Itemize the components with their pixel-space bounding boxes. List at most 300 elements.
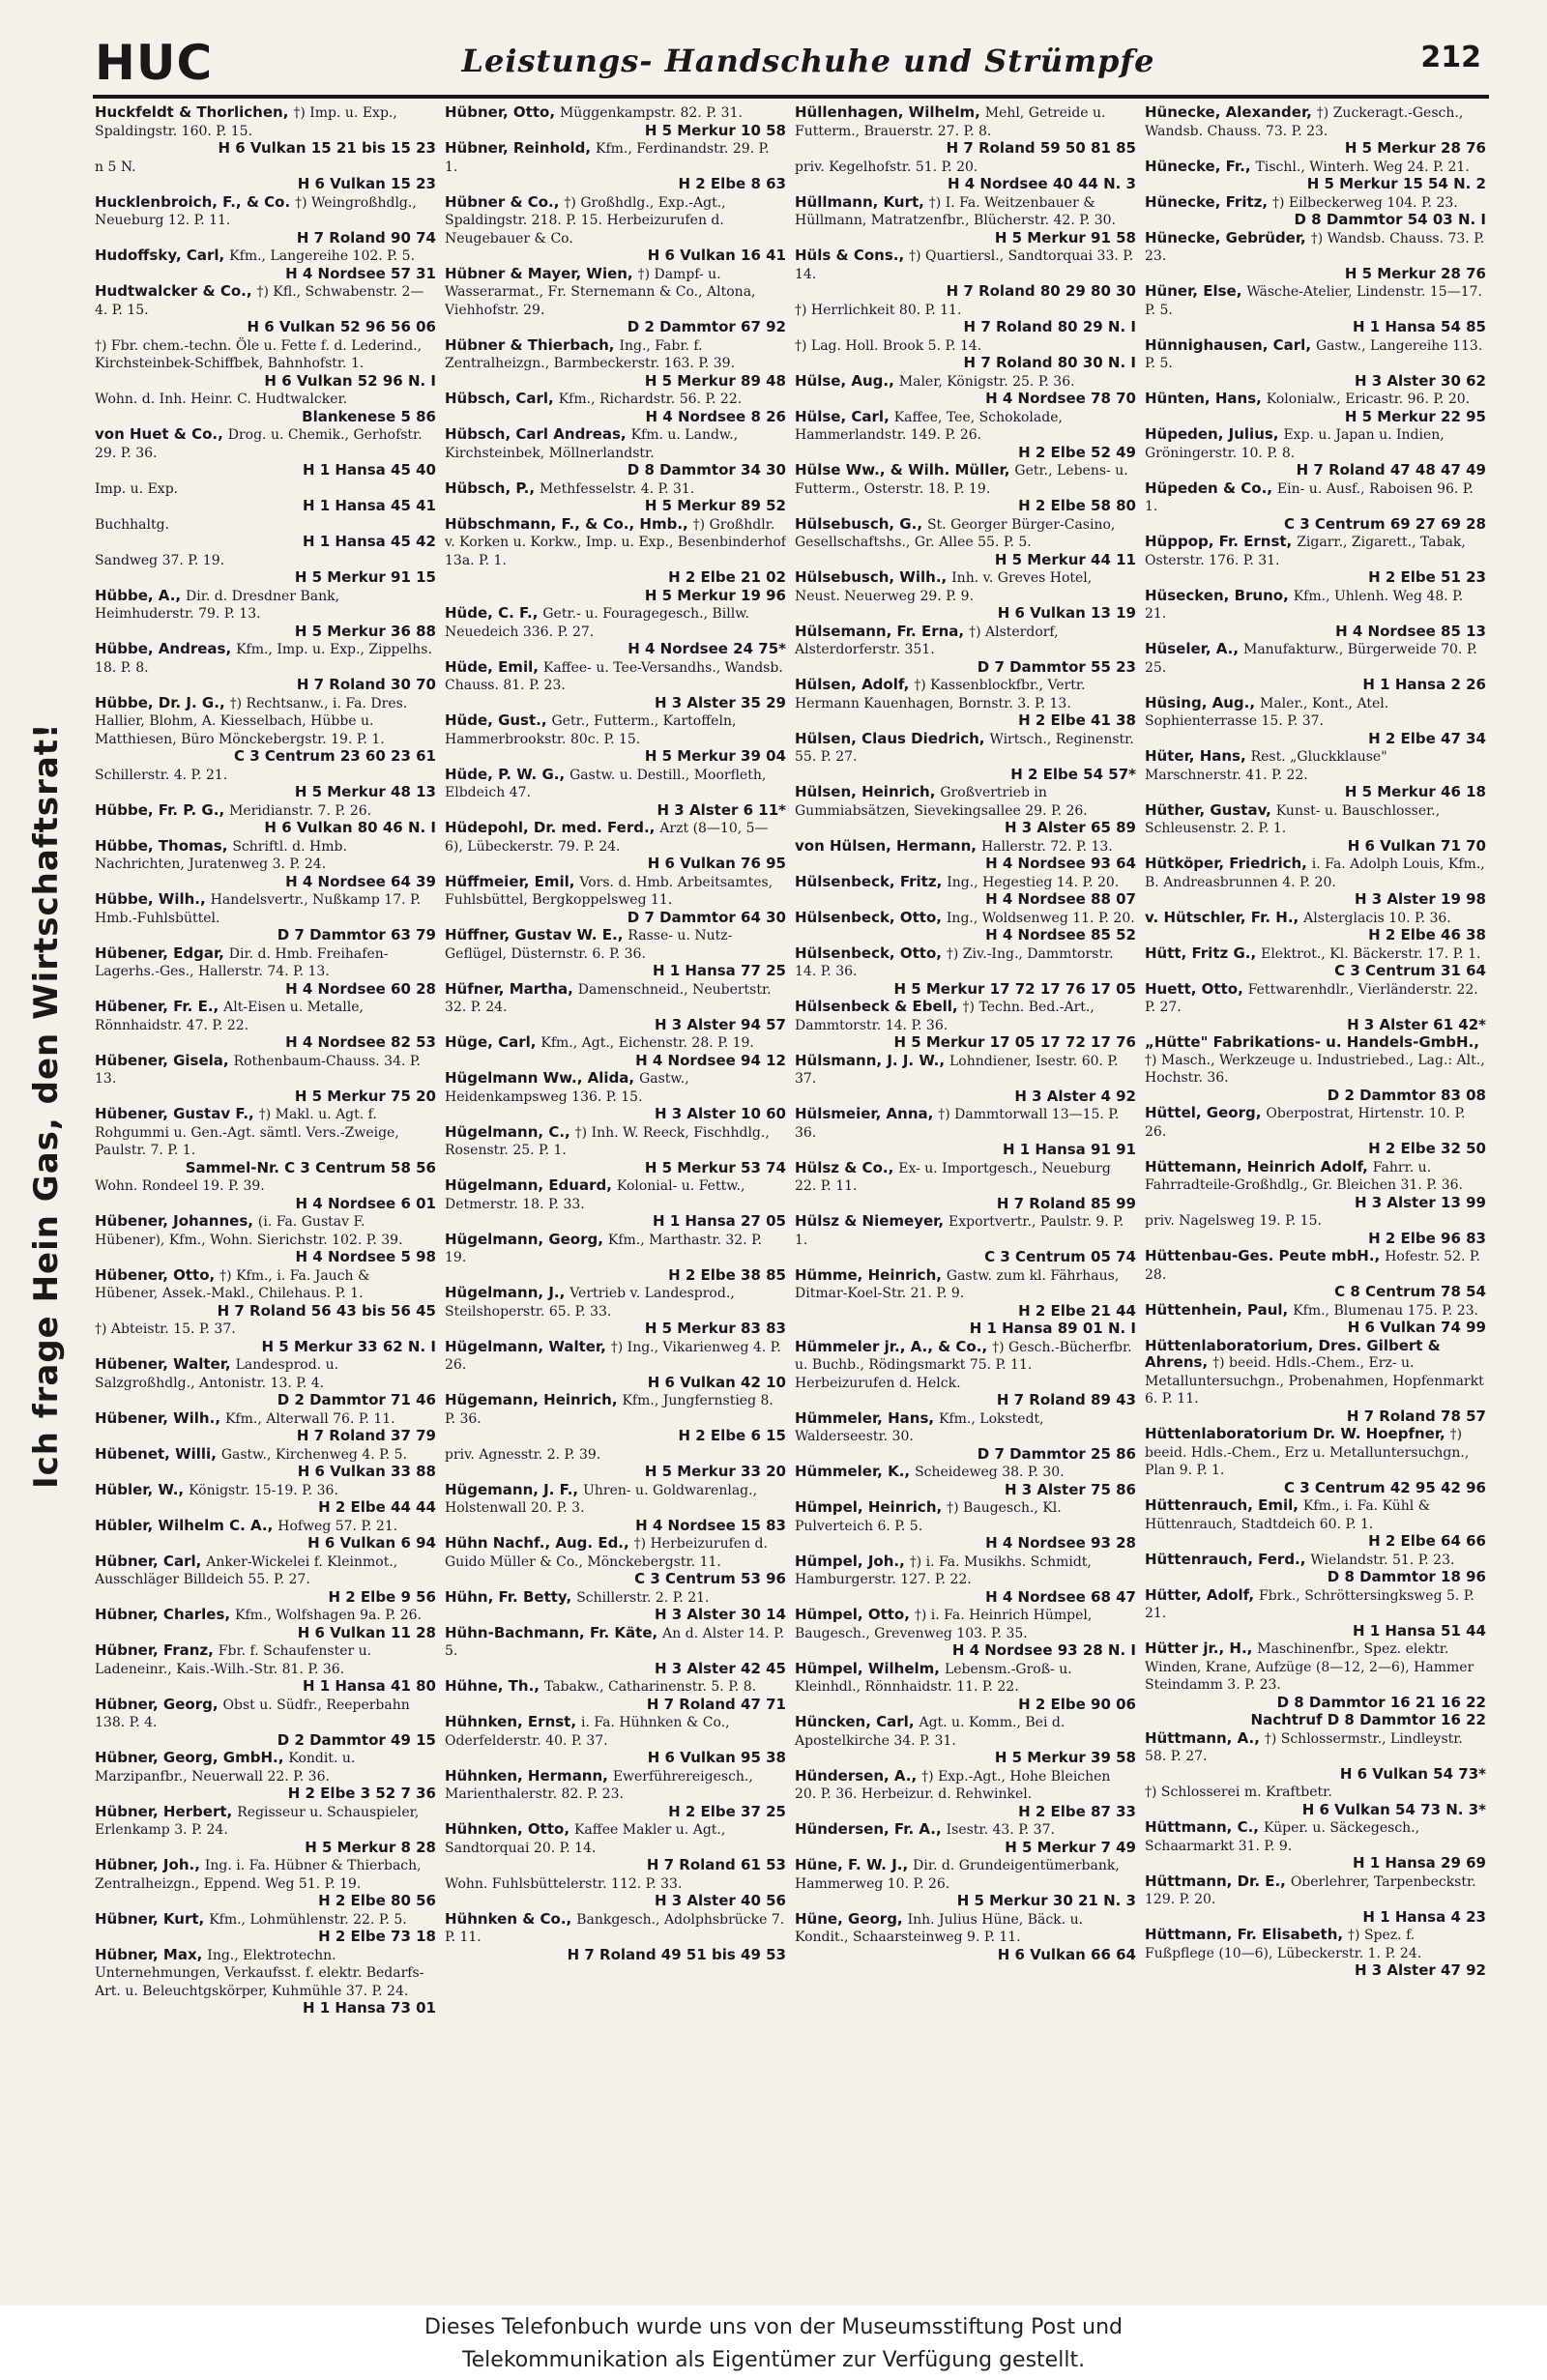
entry-details: †) Quartiersl., Sandtorquai 33. P. 14. [795, 248, 1134, 282]
entry-phone: D 7 Dammtor 63 79 [277, 926, 436, 943]
entry-phone: H 1 Hansa 2 26 [1362, 676, 1486, 693]
entry-details: †) Schlossermstr., Lindleystr. 58. P. 27. [1145, 1730, 1463, 1764]
listing-entry [95, 1177, 436, 1212]
entry-details: Gastw., Kirchenweg 4. P. 5. [220, 1446, 407, 1463]
entry-details: Kunst- u. Bauschlosser., Schleusenstr. 2. P. 1. [1145, 802, 1441, 836]
entry-details: †) Techn. Bed.-Art., Dammtorstr. 14. P. 36. [795, 1000, 1095, 1033]
entry-name: Hübner, Kurt, [95, 1909, 205, 1928]
entry-details: Ing., Fabr. f. Zentralheizgn., Barmbeckerstr. 163. P. 39. [445, 337, 736, 371]
listing-entry [1145, 1552, 1486, 1586]
listing-entry [445, 1589, 786, 1624]
entry-phone: H 1 Hansa 54 85 [1352, 318, 1486, 335]
listing-entry [795, 194, 1136, 247]
entry-name: Hüttmann, Fr. Elisabeth, [1145, 1926, 1344, 1943]
entry-name: Hümpel, Heinrich, [795, 1498, 943, 1516]
listing-entry [445, 1768, 786, 1821]
entry-phone: D 7 Dammtor 25 86 [977, 1444, 1136, 1463]
entry-phone: H 7 Roland 59 50 81 85 [946, 139, 1136, 157]
listing-entry [445, 140, 786, 193]
entry-name: Hübner, Max, [95, 1945, 203, 1963]
entry-phone: H 7 Roland 49 51 bis 49 53 [567, 1945, 786, 1963]
listing-entry [1145, 337, 1486, 391]
entry-name: Hüttel, Georg, [1145, 1104, 1262, 1121]
listing-entry [95, 1518, 436, 1553]
entry-details: priv. Kegelhofstr. 51. P. 20. [795, 159, 978, 175]
listing-entry [95, 588, 436, 641]
entry-details: Müggenkampstr. 82. P. 31. [559, 105, 743, 121]
listing-entry [95, 1410, 436, 1445]
listing-entry [445, 337, 786, 391]
listing-entry [795, 1499, 1136, 1553]
entry-details: Kfm., Imp. u. Exp., Zippelhs. 18. P. 8. [95, 642, 432, 676]
listing-entry [95, 480, 436, 515]
entry-phone: H 5 Merkur 28 76 [1344, 264, 1486, 282]
listing-entry [95, 1482, 436, 1517]
entry-details: Regisseur u. Schauspieler, Erlenkamp 3. P. 24. [95, 1804, 420, 1838]
entry-details: Manufakturw., Bürgerweide 70. P. 25. [1145, 642, 1477, 676]
entry-name: Hühnken, Otto, [445, 1820, 570, 1838]
entry-details: Rasse- u. Nutz-Geflügel, Düsternstr. 6. P. 36. [445, 928, 733, 962]
entry-details: †) beeid. Hdls.-Chem., Erz- u. Metalluntersuchgn., Probenahmen, Hopfenmarkt 6. P. 11. [1145, 1355, 1484, 1407]
listing-entry [1145, 391, 1486, 425]
entry-phone: H 1 Hansa 45 40 [302, 461, 436, 479]
entry-name: Hübsch, Carl Andreas, [445, 425, 627, 443]
listing-entry [95, 1947, 436, 2017]
entry-phone: H 1 Hansa 51 44 [1352, 1621, 1486, 1640]
entry-details: Dir. d. Hmb. Freihafen-Lagerhs.-Ges., Hallerstr. 74. P. 13. [95, 945, 389, 979]
entry-name: Hübner, Reinhold, [445, 139, 592, 157]
entry-details: †) Herbeizurufen d. Guido Müller & Co., Mönckebergstr. 11. [445, 1536, 768, 1570]
entry-name: Hündersen, Fr. A., [795, 1820, 942, 1838]
entry-details: Gastw., Heidenkampsweg 136. P. 15. [445, 1071, 689, 1105]
entry-details: Getr., Lebens- u. Futterm., Osterstr. 18. P. 19. [795, 463, 1128, 497]
entry-details: Fbrk., Schröttersingksweg 5. P. 21. [1145, 1587, 1474, 1621]
entry-details: i. Fa. Hühnken & Co., Oderfelderstr. 40. P. 37. [445, 1715, 730, 1749]
entry-phone: H 7 Roland 47 71 [646, 1695, 786, 1713]
listing-entry [95, 767, 436, 801]
entry-details: †) Spez. f. Fußpflege (10—6), Lübeckerstr. 1. P. 24. [1145, 1928, 1422, 1961]
listing-entry [1145, 945, 1486, 980]
entry-phone: H 6 Vulkan 54 73* [1339, 1764, 1486, 1783]
entry-details: Kaffee, Tee, Schokolade, Hammerlandstr. 149. P. 26. [795, 409, 1063, 443]
entry-phone: H 7 Roland 78 57 [1346, 1407, 1486, 1425]
entry-name: Hüttenrauch, Ferd., [1145, 1550, 1306, 1568]
entry-details: Kfm., Alterwall 76. P. 11. [224, 1410, 395, 1427]
entry-details: An d. Alster 14. P. 5. [445, 1625, 785, 1659]
entry-details: Kolonial- u. Fettw., Detmerstr. 18. P. 33. [445, 1178, 745, 1212]
entry-phone: H 2 Elbe 90 06 [1018, 1695, 1136, 1713]
entry-name: Hügelmann, C., [445, 1122, 570, 1141]
column-4 [1145, 104, 1486, 2301]
entry-phone: H 6 Vulkan 11 28 [297, 1623, 436, 1641]
entry-name: Hüllmann, Kurt, [795, 192, 924, 211]
entry-details: Lohndiener, Isestr. 60. P. 37. [795, 1053, 1119, 1087]
entry-name: Hümmeler, Hans, [795, 1408, 935, 1427]
entry-phone: H 6 Vulkan 54 73 N. 3* [1301, 1800, 1486, 1818]
entry-details: †) i. Fa. Heinrich Hümpel, Baugesch., Grevenweg 103. P. 35. [795, 1608, 1093, 1641]
entry-phone: H 3 Alster 13 99 [1354, 1193, 1486, 1211]
page-number: 212 [1420, 41, 1481, 74]
entry-name: Hüne, F. W. J., [795, 1856, 909, 1873]
entry-name: Hütter, Adolf, [1145, 1585, 1255, 1604]
entry-name: Hudtwalcker & Co., [95, 282, 252, 300]
entry-details: Kfm. u. Landw., Kirchsteinbek, Möllnerlandstr. [445, 427, 739, 461]
entry-phone: H 2 Elbe 80 56 [318, 1892, 436, 1909]
listing-entry [445, 588, 786, 605]
listing-entry [1145, 641, 1486, 694]
listing-entry [95, 1267, 436, 1321]
entry-details: Gastw. zum kl. Fährhaus, Ditmar-Koel-Str. 21. P. 9. [795, 1267, 1120, 1301]
entry-name: Huett, Otto, [1145, 979, 1243, 998]
entry-phone: H 2 Elbe 3 52 7 36 [287, 1785, 436, 1802]
entry-name: Hümpel, Wilhelm, [795, 1659, 940, 1677]
entry-details: Exportvertr., Paulstr. 9. P. 1. [795, 1214, 1124, 1248]
entry-name: Hülsmeier, Anna, [795, 1105, 934, 1122]
entry-name: Hümmeler jr., A., & Co., [795, 1337, 988, 1355]
listing-entry [795, 462, 1136, 515]
listing-entry [795, 784, 1136, 837]
entry-name: Hüge, Carl, [445, 1033, 537, 1051]
entry-details: Großvertrieb in Gummiabsätzen, Sievekingsallee 29. P. 26. [795, 785, 1088, 819]
entry-details: Methfesselstr. 4. P. 31. [539, 480, 695, 497]
entry-name: Hübner, Joh., [95, 1856, 200, 1873]
entry-phone: H 2 Elbe 21 02 [668, 568, 786, 586]
entry-phone: H 1 Hansa 73 01 [302, 1999, 436, 2017]
listing-entry [795, 838, 1136, 873]
listing-entry [95, 802, 436, 837]
entry-details: Fbr. f. Schaufenster u. Ladeneinr., Kais.-Wilh.-Str. 81. P. 36. [95, 1643, 372, 1677]
entry-phone: H 4 Nordsee 68 47 [985, 1587, 1136, 1606]
listing-entry [795, 1553, 1136, 1607]
entry-phone: H 4 Nordsee 5 98 [295, 1248, 436, 1265]
listing-entry [445, 712, 786, 766]
entry-phone: H 2 Elbe 54 57* [1010, 765, 1136, 783]
entry-name: Hülsenbeck, Otto, [795, 908, 942, 926]
listing-entry [795, 1821, 1136, 1856]
listing-entry [1145, 283, 1486, 336]
listing-entry [1145, 1784, 1486, 1818]
entry-phone: D 2 Dammtor 83 08 [1327, 1086, 1486, 1104]
entry-name: Hülsenbeck, Otto, [795, 943, 942, 962]
entry-name: Hübener, Fr. E., [95, 998, 219, 1015]
entry-name: Hünten, Hans, [1145, 390, 1262, 407]
entry-details: †) Fbr. chem.-techn. Öle u. Fette f. d. Lederind., Kirchsteinbek-Schiffbek, Bahnhofstr. 1. [95, 337, 423, 371]
entry-phone: H 5 Merkur 91 15 [294, 568, 436, 586]
entry-details: Schillerstr. 2. P. 21. [576, 1589, 710, 1606]
entry-name: Hünecke, Fritz, [1145, 192, 1269, 211]
entry-name: Hüffner, Gustav W. E., [445, 926, 624, 943]
entry-name: Hüttemann, Heinrich Adolf, [1145, 1157, 1368, 1175]
listing-entry [1145, 588, 1486, 641]
entry-name: Hülse, Carl, [795, 407, 890, 425]
listing-entry [1145, 1640, 1486, 1711]
header-rule [93, 95, 1489, 99]
entry-phone: H 6 Vulkan 16 41 [647, 247, 786, 264]
entry-details: Hallerstr. 72. P. 13. [980, 838, 1113, 855]
entry-details: †) Kfm., i. Fa. Jauch & Hübener, Assek.-Makl., Chilehaus. P. 1. [95, 1267, 370, 1301]
entry-name: Hübener, Gustav F., [95, 1105, 254, 1122]
entry-name: Hühne, Th., [445, 1677, 540, 1695]
listing-entry [445, 874, 786, 927]
column-3 [795, 104, 1136, 2301]
entry-name: Hübbe, Fr. P. G., [95, 800, 225, 819]
entry-details: Dir. d. Dresdner Bank, Heimhuderstr. 79. P. 13. [95, 588, 340, 622]
entry-phone: D 8 Dammtor 54 03 N. I [1294, 211, 1486, 228]
entry-details: Kfm., Lohmühlenstr. 22. P. 5. [209, 1911, 407, 1928]
entry-phone: H 6 Vulkan 95 38 [647, 1749, 786, 1766]
entry-details: †) Eilbeckerweg 104. P. 23. [1272, 194, 1458, 211]
entry-details: Inh. v. Greves Hotel, Neust. Neuerweg 29. P. 9. [795, 570, 1093, 604]
entry-details: Getr.- u. Fouragegesch., Billw. Neuedeich 336. P. 27. [445, 606, 749, 640]
entry-phone: H 1 Hansa 41 80 [302, 1677, 436, 1695]
listing-entry [1145, 194, 1486, 229]
entry-name: Hühn Nachf., Aug. Ed., [445, 1534, 629, 1552]
entry-name: Hülsenbeck & Ebell, [795, 998, 958, 1015]
entry-name: Hülse, Aug., [795, 371, 894, 390]
listing-entry [95, 104, 436, 158]
listing-entry [445, 927, 786, 980]
entry-details: Drog. u. Chemik., Gerhofstr. 29. P. 36. [95, 427, 423, 461]
entry-phone: H 2 Elbe 58 80 [1018, 497, 1136, 514]
entry-name: Hülsmann, J. J. W., [795, 1051, 946, 1069]
listing-entry [1145, 1819, 1486, 1872]
entry-name: Hüncken, Carl, [795, 1713, 915, 1730]
entry-name: von Huet & Co., [95, 425, 223, 443]
entry-details: Landesprod. u. Salzgroßhdlg., Antonistr. 13. P. 4. [95, 1357, 339, 1391]
entry-phone: C 3 Centrum 05 74 [984, 1248, 1136, 1265]
entry-phone: H 5 Merkur 28 76 [1344, 139, 1486, 157]
listing-entry [1145, 695, 1486, 748]
entry-phone: H 5 Merkur 36 88 [294, 622, 436, 640]
entry-phone: H 2 Elbe 87 33 [1018, 1802, 1136, 1820]
listing-entry [95, 426, 436, 479]
entry-details: Agt. u. Komm., Bei d. Apostelkirche 34. P. 31. [795, 1715, 1065, 1749]
entry-details: †) Exp.-Agt., Hohe Bleichen 20. P. 36. Herbeizur. d. Rehwinkel. [795, 1768, 1111, 1802]
entry-name: Hülsen, Adolf, [795, 676, 910, 693]
entry-phone: H 5 Merkur 89 52 [644, 497, 786, 514]
entry-name: Hübsch, P., [445, 479, 536, 497]
entry-phone: H 4 Nordsee 6 01 [295, 1194, 436, 1212]
entry-name: Hübener, Otto, [95, 1265, 216, 1284]
entry-details: Getr., Futterm., Kartoffeln, Hammerbrookstr. 80c. P. 15. [445, 713, 737, 747]
entry-name: Hüttenhein, Paul, [1145, 1300, 1289, 1319]
entry-details: i. Fa. Adolph Louis, Kfm., B. Andreasbrunnen 4. P. 20. [1145, 856, 1485, 890]
listing-entry [95, 1106, 436, 1176]
entry-phone: H 4 Nordsee 85 13 [1335, 622, 1486, 640]
entry-phone: H 3 Alster 75 86 [1004, 1480, 1136, 1498]
entry-name: Hüther, Gustav, [1145, 800, 1271, 819]
listing-entry [795, 1410, 1136, 1464]
entry-name: Hüsing, Aug., [1145, 693, 1256, 711]
footer-notice [0, 2306, 1547, 2380]
entry-details: †) Ing., Vikarienweg 4. P. 26. [445, 1339, 781, 1373]
listing-entry [1145, 534, 1486, 587]
entry-phone: D 2 Dammtor 49 15 [277, 1730, 436, 1749]
entry-phone: H 4 Nordsee 85 52 [985, 926, 1136, 943]
listing-entry [795, 1911, 1136, 1964]
listing-entry [95, 1911, 436, 1946]
listing-entry [95, 695, 436, 766]
listing-entry [445, 391, 786, 425]
entry-details: Fahrr. u. Fahrradteile-Großhdlg., Gr. Bleichen 31. P. 36. [1145, 1159, 1463, 1193]
entry-name: Hübsch, Carl, [445, 390, 554, 407]
entry-phone: H 4 Nordsee 93 28 N. I [951, 1641, 1136, 1659]
entry-name: Hüde, P. W. G., [445, 765, 566, 783]
listing-entry [795, 910, 1136, 944]
entry-name: Hügelmann, Georg, [445, 1230, 603, 1248]
entry-details: Imp. u. Exp. [95, 480, 179, 497]
entry-phone: H 3 Alster 94 57 [654, 1015, 786, 1033]
entry-phone: H 5 Merkur 30 21 N. 3 [956, 1892, 1136, 1909]
entry-details: Alt-Eisen u. Metalle, Rönnhaidstr. 47. P. 22. [95, 1000, 364, 1033]
listing-entry [1145, 1927, 1486, 1980]
entry-details: Bankgesch., Adolphsbrücke 7. P. 11. [445, 1911, 785, 1945]
entry-phone: C 3 Centrum 69 27 69 28 [1283, 514, 1486, 533]
entry-name: Hüttenlaboratorium Dr. W. Hoepfner, [1145, 1425, 1445, 1442]
entry-phone: H 7 Roland 80 29 N. I [963, 318, 1136, 335]
listing-entry [1145, 748, 1486, 801]
entry-phone: H 7 Roland 61 53 [646, 1856, 786, 1873]
entry-details: Kolonialw., Ericastr. 96. P. 20. [1266, 392, 1471, 407]
listing-entry [1145, 159, 1486, 193]
listing-entry [95, 1750, 436, 1803]
listing-entry [1145, 1426, 1486, 1496]
entry-phone: H 7 Roland 56 43 bis 56 45 [217, 1301, 436, 1320]
listing-entry [445, 1821, 786, 1874]
listing-entry [445, 1339, 786, 1392]
entry-phone: H 7 Roland 47 48 47 49 [1296, 461, 1486, 479]
listing-entry [445, 605, 786, 658]
entry-name: v. Hütschler, Fr. H., [1145, 908, 1299, 926]
listing-entry [95, 1356, 436, 1409]
entry-name: Hülsenbeck, Fritz, [795, 872, 943, 890]
entry-details: Sandweg 37. P. 19. [95, 552, 225, 568]
listing-entry [95, 516, 436, 551]
entry-phone: H 4 Nordsee 64 39 [285, 872, 436, 890]
listing-entry [445, 266, 786, 336]
entry-phone: H 2 Elbe 47 34 [1368, 729, 1486, 747]
listing-entry [95, 945, 436, 999]
entry-name: Hübschmann, F., & Co., Hmb., [445, 514, 688, 533]
entry-phone: H 4 Nordsee 60 28 [285, 979, 436, 998]
entry-phone: C 3 Centrum 53 96 [634, 1570, 786, 1587]
entry-name: Hüls & Cons., [795, 247, 905, 264]
entry-name: Hüpeden & Co., [1145, 479, 1272, 497]
entry-phone: C 3 Centrum 42 95 42 96 [1283, 1478, 1486, 1496]
listing-entry [95, 1607, 436, 1641]
listing-entry [95, 194, 436, 247]
entry-phone: H 3 Alster 19 98 [1354, 890, 1486, 908]
listing-entry [795, 1857, 1136, 1910]
entry-name: Hütköper, Friedrich, [1145, 855, 1307, 872]
listing-entry [445, 659, 786, 712]
entry-details: Ex- u. Importgesch., Neueburg 22. P. 11. [795, 1160, 1111, 1194]
entry-name: Hübbe, Dr. J. G., [95, 693, 225, 711]
listing-entry [445, 1070, 786, 1123]
entry-details: Dir. d. Grundeigentümerbank, Hammerweg 10. P. 26. [795, 1858, 1120, 1892]
entry-name: Hübner & Mayer, Wien, [445, 264, 633, 282]
entry-details: Kfm., Richardstr. 56. P. 22. [558, 392, 743, 407]
entry-phone: H 5 Merkur 75 20 [294, 1087, 436, 1105]
listing-entry [1145, 230, 1486, 283]
entry-name: Hühn-Bachmann, Fr. Käte, [445, 1623, 658, 1641]
listing-entry [795, 624, 1136, 677]
entry-name: Hübner & Thierbach, [445, 335, 615, 354]
entry-phone: D 8 Dammtor 18 96 [1327, 1568, 1486, 1585]
entry-phone: H 3 Alster 40 56 [654, 1892, 786, 1909]
entry-phone: H 2 Elbe 51 23 [1368, 568, 1486, 586]
entry-phone: H 1 Hansa 89 01 N. I [969, 1320, 1136, 1337]
entry-details: Kaffee- u. Tee-Versandhs., Wandsb. Chauss. 81. P. 23. [445, 659, 783, 693]
entry-details: †) Alsterdorf, Alsterdorferstr. 351. [795, 624, 1059, 657]
entry-details: †) Ziv.-Ing., Dammtorstr. 14. P. 36. [795, 945, 1114, 979]
entry-details: (i. Fa. Gustav F. Hübener), Kfm., Wohn. Sierichstr. 102. P. 39. [95, 1214, 403, 1248]
entry-details: Buchhaltg. [95, 516, 170, 533]
entry-name: Hülsen, Heinrich, [795, 783, 936, 800]
listing-entry [95, 391, 436, 425]
entry-phone: D 7 Dammtor 64 30 [627, 908, 786, 926]
entry-name: Hügelmann Ww., Alida, [445, 1069, 635, 1087]
entry-details: Exp. u. Japan u. Indien, Gröningerstr. 10. P. 8. [1145, 427, 1445, 461]
listing-entry [95, 1213, 436, 1266]
entry-phone: H 4 Nordsee 93 28 [985, 1534, 1136, 1552]
entry-phone: H 4 Nordsee 88 07 [985, 890, 1136, 908]
entry-name: Hübbe, Wilh., [95, 890, 206, 908]
entry-details: †) Kfl., Schwabenstr. 2—4. P. 15. [95, 284, 424, 318]
entry-name: Hüseler, A., [1145, 640, 1240, 657]
listing-entry [795, 1321, 1136, 1338]
entry-name: Hüttmann, C., [1145, 1818, 1260, 1836]
listing-entry [445, 820, 786, 873]
entry-phone: H 2 Elbe 96 83 [1368, 1229, 1486, 1247]
listing-entry [445, 1535, 786, 1588]
entry-phone: Sammel-Nr. C 3 Centrum 58 56 [185, 1158, 436, 1176]
entry-name: Hünecke, Gebrüder, [1145, 228, 1306, 247]
listing-entry [95, 1053, 436, 1106]
entry-name: Hüttmann, A., [1145, 1728, 1260, 1747]
entry-phone: H 1 Hansa 77 25 [652, 962, 786, 979]
entry-name: Huckfeldt & Thorlichen, [95, 104, 289, 121]
entry-name: Hüppop, Fr. Ernst, [1145, 533, 1293, 550]
entry-name: Hüttenrauch, Emil, [1145, 1496, 1299, 1514]
listing-entry [445, 1875, 786, 1910]
entry-details: Oberlehrer, Tarpenbeckstr. 129. P. 20. [1145, 1873, 1476, 1907]
header-advertisement: Leistungs- Handschuhe und Strümpfe [461, 43, 1155, 79]
entry-phone: H 5 Merkur 33 62 N. I [261, 1337, 436, 1355]
entry-phone: H 6 Vulkan 6 94 [307, 1534, 436, 1552]
listing-entry [795, 1464, 1136, 1498]
entry-name: Hübner, Georg, GmbH., [95, 1749, 284, 1766]
entry-name: Hühn, Fr. Betty, [445, 1587, 572, 1606]
entry-phone: H 5 Merkur 7 49 [1005, 1838, 1136, 1856]
entry-name: Hümme, Heinrich, [795, 1265, 942, 1284]
listing-entry [1145, 981, 1486, 1034]
listing-entry [95, 283, 436, 336]
entry-phone: H 1 Hansa 4 23 [1362, 1907, 1486, 1926]
entry-phone: H 2 Elbe 21 44 [1018, 1301, 1136, 1320]
entry-details: †) Inh. W. Reeck, Fischhdlg., Rosenstr. 25. P. 1. [445, 1124, 770, 1158]
listing-entry [795, 516, 1136, 569]
entry-phone: H 2 Elbe 38 85 [668, 1265, 786, 1284]
entry-phone: H 5 Merkur 10 58 [644, 121, 786, 139]
entry-phone: H 7 Roland 30 70 [296, 676, 436, 693]
listing-entry [795, 1661, 1136, 1714]
entry-details: Wäsche-Atelier, Lindenstr. 15—17. P. 5. [1145, 284, 1482, 318]
entry-details: Kfm., Ferdinandstr. 29. P. 1. [445, 141, 770, 175]
entry-phone: H 5 Merkur 89 48 [644, 371, 786, 390]
listing-entry [795, 302, 1136, 336]
entry-details: †) Dammtorwall 13—15. P. 36. [795, 1107, 1120, 1141]
